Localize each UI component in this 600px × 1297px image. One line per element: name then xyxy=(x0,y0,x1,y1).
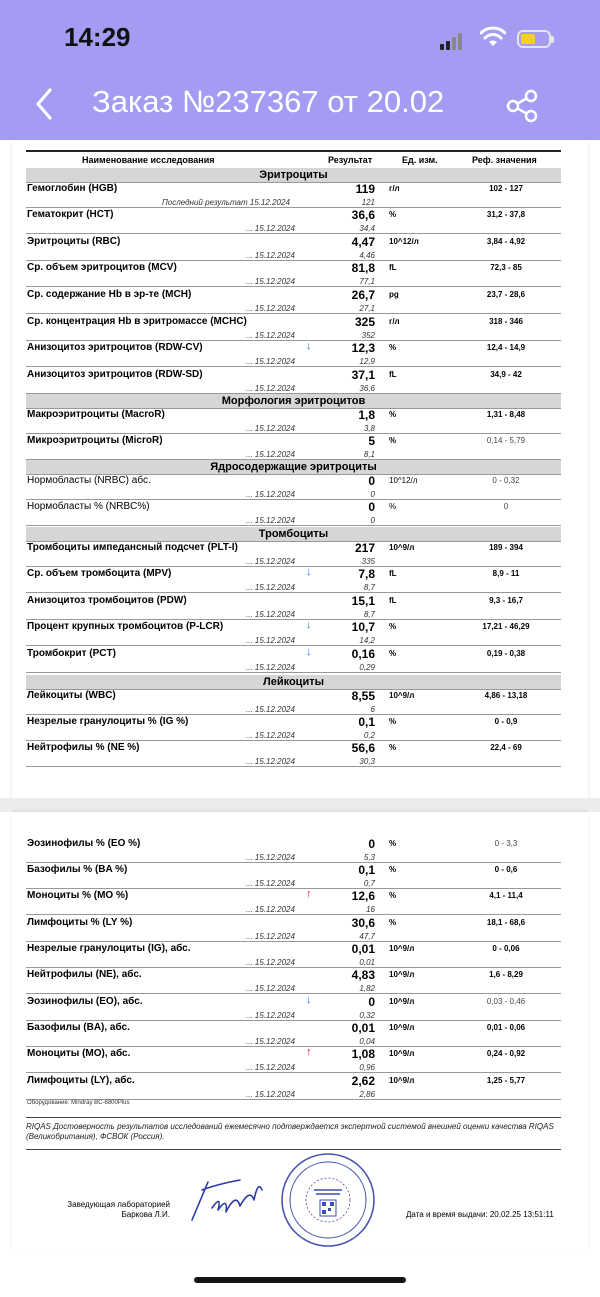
result-value: 36,6 xyxy=(351,208,375,222)
row-divider xyxy=(26,914,561,915)
test-name: Гематокрит (HCT) xyxy=(27,209,114,220)
result-value: 0,16 xyxy=(351,647,375,661)
reference-range: 72,3 - 85 xyxy=(490,263,522,272)
unit: 10^12/л xyxy=(389,237,419,246)
test-name: Нормобласты % (NRBC%) xyxy=(27,501,150,512)
table-row xyxy=(26,863,561,889)
previous-result-value: 0,29 xyxy=(359,663,375,672)
result-value: 0 xyxy=(368,837,375,851)
previous-result-value: 5,3 xyxy=(363,853,375,862)
test-name: Нейтрофилы (NE), абс. xyxy=(27,969,142,980)
unit: % xyxy=(389,649,397,658)
previous-result-value: 47,7 xyxy=(359,932,375,941)
previous-result-label: ... 15.12.2024 xyxy=(246,984,295,993)
test-name: Ср. содержание Hb в эр-те (MCH) xyxy=(27,289,192,300)
previous-result-label: ... 15.12.2024 xyxy=(246,705,295,714)
unit: % xyxy=(389,918,397,927)
previous-result-value: 8,1 xyxy=(363,450,375,459)
test-name: Базофилы % (BA %) xyxy=(27,864,128,875)
reference-range: 23,7 - 28,6 xyxy=(486,290,526,299)
test-name: Анизоцитоз эритроцитов (RDW-CV) xyxy=(27,342,203,353)
previous-result-value: 0 xyxy=(370,516,375,525)
table-row xyxy=(26,261,561,287)
previous-result-value: 0,01 xyxy=(359,958,375,967)
previous-result-value: 6 xyxy=(370,705,375,714)
previous-result-value: 121 xyxy=(361,198,375,207)
arrow-down-icon: ↓ xyxy=(306,619,312,631)
previous-result-value: 3,8 xyxy=(363,424,375,433)
previous-result-label: ... 15.12.2024 xyxy=(246,224,295,233)
result-value: 7,8 xyxy=(358,567,375,581)
reference-range: 1,31 - 8,48 xyxy=(486,410,526,419)
reference-range: 102 - 127 xyxy=(489,184,523,193)
arrow-up-icon: ↑ xyxy=(306,1046,312,1058)
table-row xyxy=(26,182,561,208)
section-erythrocytes: Эритроциты xyxy=(26,168,561,183)
unit: 10^9/л xyxy=(389,1049,415,1058)
arrow-down-icon: ↓ xyxy=(306,566,312,578)
table-row xyxy=(26,1047,561,1073)
previous-result-value: 0,7 xyxy=(363,879,375,888)
lab-head xyxy=(58,1200,170,1220)
result-value: 81,8 xyxy=(351,261,375,275)
test-name: Незрелые гранулоциты % (IG %) xyxy=(27,716,189,727)
result-value: 56,6 xyxy=(351,741,375,755)
unit: % xyxy=(389,343,397,352)
previous-result-label: ... 15.12.2024 xyxy=(246,490,295,499)
reference-range: 31,2 - 37,8 xyxy=(486,210,526,219)
previous-result-label: ... 15.12.2024 xyxy=(246,357,295,366)
previous-result-value: 12,9 xyxy=(359,357,375,366)
previous-result-label: ... 15.12.2024 xyxy=(246,516,295,525)
result-value: 1,8 xyxy=(358,408,375,422)
reference-range: 4,86 - 13,18 xyxy=(484,691,528,700)
result-value: 119 xyxy=(355,182,375,196)
result-value: 0,01 xyxy=(351,942,375,956)
table-row xyxy=(26,341,561,367)
test-name: Макроэритроциты (MacroR) xyxy=(27,409,165,420)
test-name: Тромбокрит (PCT) xyxy=(27,648,116,659)
result-value: 325 xyxy=(354,315,375,329)
test-name: Моноциты (MO), абс. xyxy=(27,1048,131,1059)
table-row xyxy=(26,1074,561,1100)
unit: % xyxy=(389,891,397,900)
row-divider xyxy=(26,525,561,526)
test-name: Базофилы (BA), абс. xyxy=(27,1022,130,1033)
test-name: Тромбоциты импедансный подсчет (PLT-I) xyxy=(27,542,238,553)
test-name: Ср. концентрация Hb в эритромассе (MCHC) xyxy=(27,316,247,327)
unit: % xyxy=(389,410,397,419)
table-header xyxy=(26,150,561,169)
previous-result-label: ... 15.12.2024 xyxy=(246,304,295,313)
handwritten-signature xyxy=(178,1170,268,1230)
reference-range: 18,1 - 68,6 xyxy=(486,918,526,927)
result-value: 30,6 xyxy=(351,916,375,930)
reference-range: 1,6 - 8,29 xyxy=(489,970,523,979)
unit: 10^9/л xyxy=(389,1023,415,1032)
cellular-signal-icon xyxy=(440,30,464,50)
row-divider xyxy=(26,672,561,673)
reference-range: 4,1 - 11,4 xyxy=(489,891,523,900)
row-divider xyxy=(26,592,561,593)
table-row xyxy=(26,620,561,646)
issue-datetime: Дата и время выдачи: 20.02.25 13:51:11 xyxy=(406,1210,554,1219)
unit: fL xyxy=(389,370,397,379)
divider xyxy=(26,1117,561,1118)
unit: % xyxy=(389,865,397,874)
col-unit-header: Ед. изм. xyxy=(402,155,438,165)
reference-range: 0 - 0,6 xyxy=(494,865,518,874)
reference-range: 12,4 - 14,9 xyxy=(486,343,526,352)
lab-stamp xyxy=(280,1152,376,1248)
previous-result-value: 36,6 xyxy=(359,384,375,393)
table-row xyxy=(26,434,561,460)
test-name: Процент крупных тромбоцитов (P-LCR) xyxy=(27,621,224,632)
table-row xyxy=(26,647,561,673)
row-divider xyxy=(26,393,561,394)
row-divider xyxy=(26,766,561,767)
previous-result-label: ... 15.12.2024 xyxy=(246,557,295,566)
unit: % xyxy=(389,436,397,445)
test-name: Эритроциты (RBC) xyxy=(27,236,121,247)
previous-result-label: ... 15.12.2024 xyxy=(246,251,295,260)
table-row xyxy=(26,500,561,526)
result-value: 8,55 xyxy=(351,689,375,703)
previous-result-label: ... 15.12.2024 xyxy=(246,932,295,941)
unit: pg xyxy=(389,290,399,299)
previous-result-value: 14,2 xyxy=(359,636,375,645)
test-name: Лейкоциты (WBC) xyxy=(27,690,116,701)
reference-range: 22,4 - 69 xyxy=(490,743,522,752)
unit: 10^9/л xyxy=(389,944,415,953)
table-row xyxy=(26,288,561,314)
row-divider xyxy=(26,1072,561,1073)
table-row xyxy=(26,408,561,434)
test-name: Лимфоциты % (LY %) xyxy=(27,917,133,928)
table-row xyxy=(26,837,561,863)
result-value: 0 xyxy=(368,500,375,514)
unit: % xyxy=(389,717,397,726)
reference-range: 318 - 346 xyxy=(489,317,523,326)
previous-result-label: ... 15.12.2024 xyxy=(246,1090,295,1099)
back-arrow-icon[interactable] xyxy=(30,84,60,124)
table-row xyxy=(26,208,561,234)
previous-result-label: ... 15.12.2024 xyxy=(246,1063,295,1072)
reference-range: 0,24 - 0,92 xyxy=(486,1049,526,1058)
table-row xyxy=(26,594,561,620)
test-name: Эозинофилы (EO), абс. xyxy=(27,996,143,1007)
previous-result-value: 4,46 xyxy=(359,251,375,260)
result-value: 15,1 xyxy=(351,594,375,608)
row-divider xyxy=(26,459,561,460)
row-divider xyxy=(26,366,561,367)
previous-result-label: ... 15.12.2024 xyxy=(246,636,295,645)
reference-range: 0 - 0,32 xyxy=(492,476,520,485)
reference-range: 3,84 - 4,92 xyxy=(486,237,526,246)
unit: fL xyxy=(389,263,397,272)
result-value: 4,47 xyxy=(351,235,375,249)
section-nucleated-rbc: Ядросодержащие эритроциты xyxy=(26,460,561,475)
result-value: 12,3 xyxy=(351,341,375,355)
result-value: 5 xyxy=(368,434,375,448)
col-ref-header: Реф. значения xyxy=(472,155,537,165)
unit: 10^9/л xyxy=(389,543,415,552)
result-value: 26,7 xyxy=(351,288,375,302)
wifi-icon xyxy=(480,26,506,48)
result-value: 217 xyxy=(354,541,375,555)
result-value: 0,1 xyxy=(358,863,375,877)
result-value: 0,01 xyxy=(351,1021,375,1035)
reference-range: 9,3 - 16,7 xyxy=(489,596,523,605)
result-value: 4,83 xyxy=(351,968,375,982)
previous-result-value: 16 xyxy=(366,905,375,914)
result-value: 0 xyxy=(368,995,375,1009)
previous-result-value: 2,86 xyxy=(359,1090,375,1099)
unit: % xyxy=(389,622,397,631)
share-icon[interactable] xyxy=(505,88,539,124)
row-divider xyxy=(26,313,561,314)
reference-range: 0 - 0,06 xyxy=(492,944,520,953)
previous-result-label: ... 15.12.2024 xyxy=(246,384,295,393)
table-row xyxy=(26,368,561,394)
previous-result-label: ... 15.12.2024 xyxy=(246,583,295,592)
table-row xyxy=(26,889,561,915)
status-time: 14:29 xyxy=(64,22,131,52)
test-name: Моноциты % (MO %) xyxy=(27,890,129,901)
table-row xyxy=(26,567,561,593)
unit: fL xyxy=(389,596,397,605)
col-name-header: Наименование исследования xyxy=(82,155,215,165)
test-name: Незрелые гранулоциты (IG), абс. xyxy=(27,943,191,954)
previous-result-label: ... 15.12.2024 xyxy=(246,757,295,766)
test-name: Лимфоциты (LY), абс. xyxy=(27,1075,135,1086)
home-indicator[interactable] xyxy=(194,1277,406,1283)
unit: 10^9/л xyxy=(389,997,415,1006)
previous-result-label: Последний результат 15.12.2024 xyxy=(162,198,290,207)
previous-result-label: ... 15.12.2024 xyxy=(246,450,295,459)
row-divider xyxy=(26,645,561,646)
previous-result-label: ... 15.12.2024 xyxy=(246,663,295,672)
previous-result-label: ... 15.12.2024 xyxy=(246,879,295,888)
previous-result-value: 8,7 xyxy=(363,583,375,592)
result-value: 12,6 xyxy=(351,889,375,903)
previous-result-value: 0,96 xyxy=(359,1063,375,1072)
previous-result-value: 0 xyxy=(370,490,375,499)
table-row xyxy=(26,741,561,767)
page-gap xyxy=(0,798,600,812)
previous-result-label: ... 15.12.2024 xyxy=(246,1011,295,1020)
lab-head-title: Заведующая лабораторией xyxy=(67,1200,170,1209)
table-row xyxy=(26,541,561,567)
test-name: Анизоцитоз эритроцитов (RDW-SD) xyxy=(27,369,203,380)
reference-range: 0 xyxy=(503,502,509,511)
previous-result-label: ... 15.12.2024 xyxy=(246,424,295,433)
previous-result-value: 0,2 xyxy=(363,731,375,740)
arrow-up-icon: ↑ xyxy=(306,888,312,900)
test-name: Микроэритроциты (MicroR) xyxy=(27,435,163,446)
previous-result-value: 1,82 xyxy=(359,984,375,993)
reference-range: 189 - 394 xyxy=(489,543,523,552)
arrow-down-icon: ↓ xyxy=(306,646,312,658)
equipment-note: Оборудование: Mindray BC-6800Plus xyxy=(27,1100,130,1106)
reference-range: 0 - 3,3 xyxy=(494,839,518,848)
table-row xyxy=(26,942,561,968)
lab-head-name: Баркова Л.И. xyxy=(121,1210,170,1219)
test-name: Гемоглобин (HGB) xyxy=(27,183,118,194)
previous-result-label: ... 15.12.2024 xyxy=(246,610,295,619)
previous-result-label: ... 15.12.2024 xyxy=(246,958,295,967)
previous-result-value: 30,3 xyxy=(359,757,375,766)
reference-range: 0,01 - 0,06 xyxy=(486,1023,526,1032)
section-platelets: Тромбоциты xyxy=(26,527,561,542)
unit: % xyxy=(389,502,397,511)
previous-result-value: 34,4 xyxy=(359,224,375,233)
previous-result-value: 335 xyxy=(361,557,375,566)
table-row xyxy=(26,235,561,261)
previous-result-label: ... 15.12.2024 xyxy=(246,1037,295,1046)
unit: % xyxy=(389,743,397,752)
arrow-down-icon: ↓ xyxy=(306,994,312,1006)
unit: г/л xyxy=(389,184,400,193)
previous-result-value: 77,1 xyxy=(359,277,375,286)
result-value: 2,62 xyxy=(351,1074,375,1088)
divider xyxy=(26,1149,561,1150)
previous-result-value: 8,7 xyxy=(363,610,375,619)
section-leukocytes: Лейкоциты xyxy=(26,675,561,690)
previous-result-value: 27,1 xyxy=(359,304,375,313)
row-divider xyxy=(26,286,561,287)
result-value: 0,1 xyxy=(358,715,375,729)
table-row xyxy=(26,968,561,994)
reference-range: 8,9 - 11 xyxy=(492,569,520,578)
result-value: 37,1 xyxy=(351,368,375,382)
test-name: Нормобласты (NRBC) абс. xyxy=(27,475,151,486)
table-row xyxy=(26,995,561,1021)
reference-range: 17,21 - 46,29 xyxy=(482,622,530,631)
table-row xyxy=(26,916,561,942)
table-row xyxy=(26,474,561,500)
col-result-header: Результат xyxy=(328,155,373,165)
unit: 10^9/л xyxy=(389,1076,415,1085)
unit: 10^12/л xyxy=(389,476,418,485)
unit: fL xyxy=(389,569,397,578)
test-name: Анизоцитоз тромбоцитов (PDW) xyxy=(27,595,187,606)
reference-range: 0,03 - 0,46 xyxy=(486,997,526,1006)
reference-range: 0,19 - 0,38 xyxy=(486,649,526,658)
result-value: 1,08 xyxy=(351,1047,375,1061)
table-row xyxy=(26,315,561,341)
result-value: 0 xyxy=(368,474,375,488)
previous-result-value: 0,32 xyxy=(359,1011,375,1020)
previous-result-value: 352 xyxy=(361,331,375,340)
reference-range: 0 - 0,9 xyxy=(494,717,518,726)
unit: г/л xyxy=(389,317,400,326)
section-rbc-morphology: Морфология эритроцитов xyxy=(26,394,561,409)
previous-result-label: ... 15.12.2024 xyxy=(246,277,295,286)
reference-range: 0,14 - 5,79 xyxy=(486,436,526,445)
previous-result-label: ... 15.12.2024 xyxy=(246,853,295,862)
test-name: Ср. объем тромбоцита (MPV) xyxy=(27,568,172,579)
unit: 10^9/л xyxy=(389,970,415,979)
table-row xyxy=(26,689,561,715)
page-title: Заказ №237367 от 20.02 xyxy=(92,84,445,119)
test-name: Ср. объем эритроцитов (MCV) xyxy=(27,262,177,273)
table-row xyxy=(26,1021,561,1047)
unit: % xyxy=(389,210,397,219)
test-name: Эозинофилы % (EO %) xyxy=(27,838,141,849)
table-row xyxy=(26,715,561,741)
previous-result-label: ... 15.12.2024 xyxy=(246,905,295,914)
unit: % xyxy=(389,839,397,848)
test-name: Нейтрофилы % (NE %) xyxy=(27,742,140,753)
previous-result-label: ... 15.12.2024 xyxy=(246,731,295,740)
row-divider xyxy=(26,233,561,234)
row-divider xyxy=(26,993,561,994)
reference-range: 34,9 - 42 xyxy=(490,370,522,379)
previous-result-label: ... 15.12.2024 xyxy=(246,331,295,340)
result-value: 10,7 xyxy=(351,620,375,634)
unit: 10^9/л xyxy=(389,691,415,700)
battery-icon xyxy=(517,30,551,48)
quality-disclaimer: RIQAS Достоверность результатов исследований ежемесячно подтверждается экспертной системой внешней оценки качества RIQAS (Великобритания), ФСВОК (Россия). xyxy=(26,1122,554,1141)
arrow-down-icon: ↓ xyxy=(306,340,312,352)
reference-range: 1,25 - 5,77 xyxy=(486,1076,526,1085)
previous-result-value: 0,04 xyxy=(359,1037,375,1046)
